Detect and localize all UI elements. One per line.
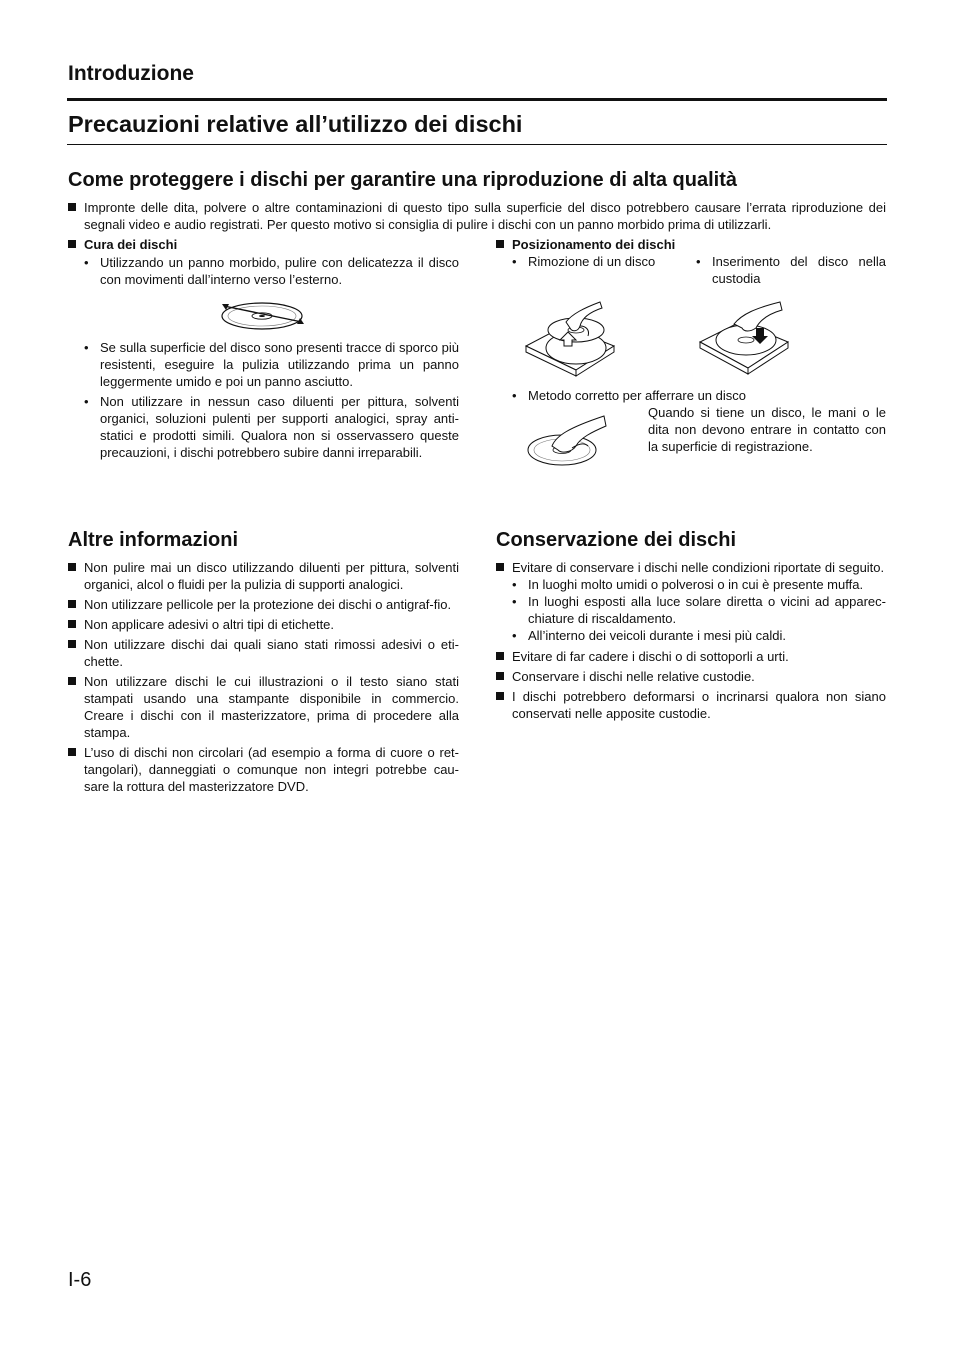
square-bullet-icon <box>68 563 76 571</box>
storage-sub-2: In luoghi esposti alla luce solare diretta o vicini ad apparec-chiature di riscaldamento. <box>528 594 886 626</box>
page-number: I-6 <box>68 1269 92 1291</box>
protect-intro: Impronte delle dita, polvere o altre contaminazioni di questo tipo sulla superficie del disco potrebbero causare l’errata riproduzione dei segnali video e audio registrati. Per questo motivo si consiglia di pulire i dischi con un panno morbido prima di utilizzarli. <box>68 199 886 236</box>
square-bullet-icon <box>68 640 76 648</box>
storage-item-1: Evitare di conservare i dischi nelle condizioni riportate di seguito. <box>512 560 885 575</box>
care-bullet-2: Se sulla superficie del disco sono presenti tracce di sporco più resistenti, eseguire la pulizia utilizzando prima un panno leggermente umido e poi un panno asciutto. <box>100 340 459 389</box>
square-bullet-icon <box>496 672 504 680</box>
grip-note: Quando si tiene un disco, le mani o le dita non devono entrare in contatto con la superficie di registrazione. <box>648 405 886 454</box>
square-bullet-icon <box>496 652 504 660</box>
disc-cleaning-illustration <box>218 298 310 334</box>
care-block <box>68 236 459 288</box>
other-item: Non pulire mai un disco utilizzando diluenti per pittura, solventi organici, alcol o fluidi per la pulizia di supporti analogici. <box>68 559 459 593</box>
other-item: Non applicare adesivi o altri tipi di etichette. <box>68 616 459 633</box>
square-bullet-icon <box>68 677 76 685</box>
header-rule <box>67 98 887 101</box>
disc-removal-illustration <box>524 296 616 378</box>
page-title: Precauzioni relative all’utilizzo dei dischi <box>68 111 523 137</box>
square-bullet-icon <box>68 240 76 248</box>
other-item: Non utilizzare pellicole per la protezione dei dischi o antigraf-fio. <box>68 596 459 613</box>
storage-sub-1: In luoghi molto umidi o polverosi o in cui è presente muffa. <box>528 577 864 592</box>
care-bullet-3: Non utilizzare in nessun caso diluenti per pittura, solventi organici, soluzioni pulenti per supporti analogici, spray anti-statici e prodotti simili. Qualora non si osservassero queste precauzioni, i dischi potrebbero subire danni irreparabili. <box>100 394 459 460</box>
bullet-dot-icon: • <box>84 255 89 270</box>
storage-item-3: Conservare i dischi nelle relative custodie. <box>512 669 755 684</box>
square-bullet-icon <box>68 620 76 628</box>
bullet-dot-icon: • <box>696 254 701 269</box>
square-bullet-icon <box>496 563 504 571</box>
other-item: Non utilizzare dischi le cui illustrazioni o il testo siano stati stampati usando una stampante disponibile in commercio. Creare i dischi con il masterizzatore, prima di procedere alla stampa. <box>68 673 459 741</box>
title-rule <box>67 144 887 145</box>
insert-label: • Inserimento del disco nella custodia <box>696 254 886 286</box>
bullet-dot-icon: • <box>512 254 517 269</box>
bullet-dot-icon: • <box>84 394 89 409</box>
protect-heading: Come proteggere i dischi per garantire una riproduzione di alta qualità <box>68 169 738 191</box>
remove-label: • Rimozione di un disco <box>512 254 656 269</box>
bullet-dot-icon: • <box>84 340 89 355</box>
grip-label: • Metodo corretto per afferrare un disco <box>512 388 746 403</box>
other-item: Non utilizzare dischi dai quali siano stati rimossi adesivi o eti-chette. <box>68 636 459 670</box>
other-list <box>68 559 459 798</box>
storage-item-4: I dischi potrebbero deformarsi o incrinarsi qualora non siano conservati nelle apposite custodie. <box>512 689 886 721</box>
storage-heading: Conservazione dei dischi <box>496 529 737 551</box>
square-bullet-icon <box>496 240 504 248</box>
other-item: L’uso di dischi non circolari (ad esempio a forma di cuore o ret-tangolari), danneggiati o comunque non integri potrebbe cau-sare la rottura del masterizzatore DVD. <box>68 744 459 795</box>
positioning-heading: Posizionamento dei dischi <box>512 237 676 252</box>
bullet-dot-icon: • <box>512 628 517 643</box>
disc-grip-illustration <box>524 412 610 468</box>
square-bullet-icon <box>68 748 76 756</box>
care-heading: Cura dei dischi <box>84 237 178 252</box>
bullet-dot-icon: • <box>512 594 517 609</box>
section-label: Introduzione <box>68 62 194 85</box>
square-bullet-icon <box>496 692 504 700</box>
storage-item-2: Evitare di far cadere i dischi o di sottoporli a urti. <box>512 649 789 664</box>
disc-insertion-illustration <box>698 298 790 376</box>
square-bullet-icon <box>68 600 76 608</box>
other-heading: Altre informazioni <box>68 529 239 551</box>
bullet-dot-icon: • <box>512 388 517 403</box>
care-more <box>84 339 459 464</box>
bullet-dot-icon: • <box>512 577 517 592</box>
square-bullet-icon <box>68 203 76 211</box>
storage-sub-3: All’interno dei veicoli durante i mesi più caldi. <box>528 628 786 643</box>
care-bullet-1: Utilizzando un panno morbido, pulire con delicatezza il disco con movimenti dall’interno verso l’esterno. <box>100 255 459 287</box>
storage-list <box>496 559 886 725</box>
